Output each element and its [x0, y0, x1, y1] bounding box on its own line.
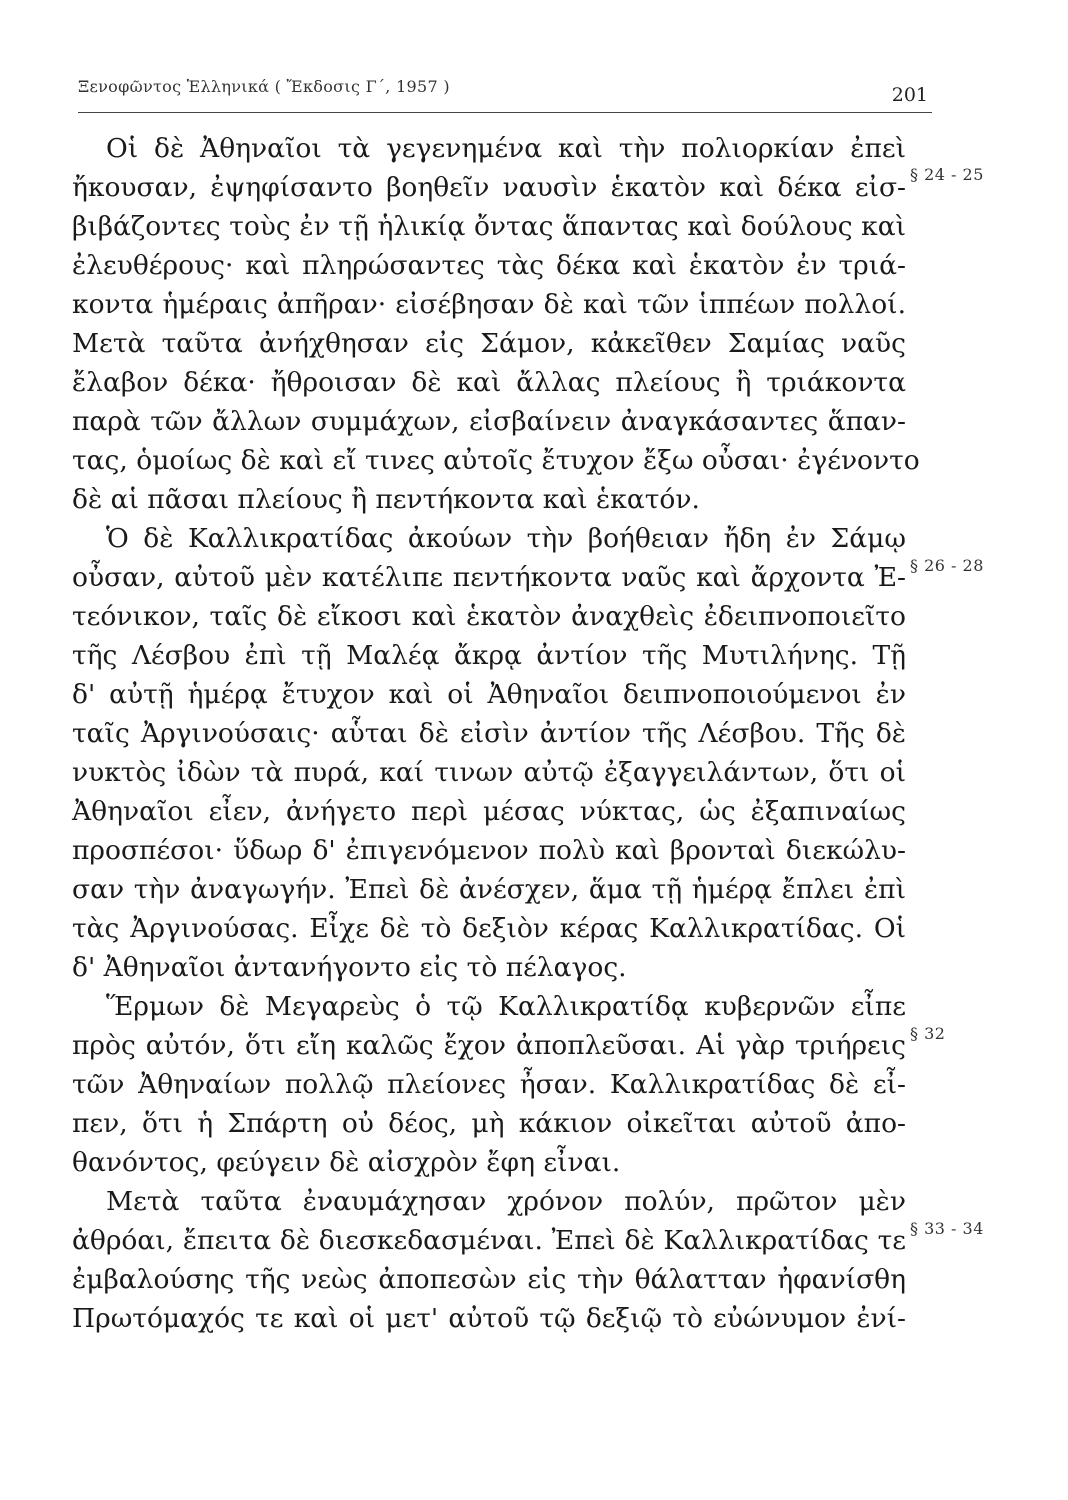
text-line: προσπέσοι· ὕδωρ δ' ἐπιγενόμενον πολὺ καὶ βρονταὶ διεκώλυ-	[72, 835, 906, 866]
text-line: τας, ὁμοίως δὲ καὶ εἴ τινες αὐτοῖς ἔτυχον ἔξω οὖσαι· ἐγένοντο	[72, 445, 920, 476]
text-line: ἔλαβον δέκα· ἤθροισαν δὲ καὶ ἄλλας πλείους ἢ τριάκοντα	[72, 367, 906, 398]
text-line: τῆς Λέσβου ἐπὶ τῇ Μαλέᾳ ἄκρᾳ ἀντίον τῆς Μυτιλήνης. Τῇ	[72, 640, 906, 671]
text-line: Ἕρμων δὲ Μεγαρεὺς ὁ τῷ Καλλικρατίδᾳ κυβερνῶν εἶπε	[106, 991, 906, 1022]
text-line: δ' Ἀθηναῖοι ἀντανήγοντο εἰς τὸ πέλαγος.	[72, 952, 627, 983]
text-line: νυκτὸς ἰδὼν τὰ πυρά, καί τινων αὐτῷ ἐξαγγειλάντων, ὅτι οἱ	[72, 757, 906, 788]
text-line: Πρωτόμαχός τε καὶ οἱ μετ' αὐτοῦ τῷ δεξιῷ τὸ εὐώνυμον ἐνί-	[72, 1303, 906, 1334]
text-line: Οἱ δὲ Ἀθηναῖοι τὰ γεγενημένα καὶ τὴν πολιορκίαν ἐπεὶ	[106, 133, 906, 164]
text-line: παρὰ τῶν ἄλλων συμμάχων, εἰσβαίνειν ἀναγκάσαντες ἅπαν-	[72, 406, 906, 437]
text-line: Μετὰ ταῦτα ἀνήχθησαν εἰς Σάμον, κἀκεῖθεν Σαμίας ναῦς	[72, 328, 906, 359]
running-head: Ξενοφῶντος Ἑλληνικά ( Ἔκδοσις Γ΄, 1957 )	[78, 77, 450, 96]
section-reference: § 26 - 28	[910, 556, 984, 575]
text-line: δ' αὐτῇ ἡμέρᾳ ἔτυχον καὶ οἱ Ἀθηναῖοι δειπνοποιούμενοι ἐν	[72, 679, 906, 710]
text-line: τῶν Ἀθηναίων πολλῷ πλείονες ἦσαν. Καλλικρατίδας δὲ εἶ-	[72, 1069, 906, 1100]
text-line: τὰς Ἀργινούσας. Εἶχε δὲ τὸ δεξιὸν κέρας Καλλικρατίδας. Οἱ	[72, 913, 906, 944]
text-line: Ὁ δὲ Καλλικρατίδας ἀκούων τὴν βοήθειαν ἤδη ἐν Σάμῳ	[106, 523, 906, 554]
section-reference: § 32	[910, 1024, 946, 1043]
text-line: τεόνικον, ταῖς δὲ εἴκοσι καὶ ἑκατὸν ἀναχθεὶς ἐδειπνοποιεῖτο	[72, 601, 906, 632]
text-line: οὖσαν, αὐτοῦ μὲν κατέλιπε πεντήκοντα ναῦς καὶ ἄρχοντα Ἐ-	[72, 562, 906, 593]
text-line: ἐμβαλούσης τῆς νεὼς ἀποπεσὼν εἰς τὴν θάλατταν ἠφανίσθη	[72, 1264, 906, 1295]
text-line: ἀθρόαι, ἔπειτα δὲ διεσκεδασμέναι. Ἐπεὶ δὲ Καλλικρατίδας τε	[72, 1225, 906, 1256]
text-line: πεν, ὅτι ἡ Σπάρτη οὐ δέος, μὴ κάκιον οἰκεῖται αὐτοῦ ἀπο-	[72, 1108, 906, 1139]
text-line: κοντα ἡμέραις ἀπῆραν· εἰσέβησαν δὲ καὶ τῶν ἱππέων πολλοί.	[72, 289, 906, 320]
text-line: δὲ αἱ πᾶσαι πλείους ἢ πεντήκοντα καὶ ἑκατόν.	[72, 484, 700, 515]
page-header	[78, 72, 932, 113]
text-line: σαν τὴν ἀναγωγήν. Ἐπεὶ δὲ ἀνέσχεν, ἅμα τῇ ἡμέρᾳ ἔπλει ἐπὶ	[72, 874, 906, 905]
text-line: Ἀθηναῖοι εἶεν, ἀνήγετο περὶ μέσας νύκτας, ὡς ἐξαπιναίως	[72, 796, 906, 827]
text-line: Μετὰ ταῦτα ἐναυμάχησαν χρόνον πολύν, πρῶτον μὲν	[106, 1186, 906, 1217]
text-line: ταῖς Ἀργινούσαις· αὗται δὲ εἰσὶν ἀντίον τῆς Λέσβου. Τῆς δὲ	[72, 718, 906, 749]
text-line: βιβάζοντες τοὺς ἐν τῇ ἡλικίᾳ ὄντας ἅπαντας καὶ δούλους καὶ	[72, 211, 906, 242]
section-reference: § 24 - 25	[910, 165, 984, 184]
text-line: θανόντος, φεύγειν δὲ αἰσχρὸν ἔφη εἶναι.	[72, 1147, 621, 1178]
section-reference: § 33 - 34	[910, 1219, 984, 1238]
text-line: ἐλευθέρους· καὶ πληρώσαντες τὰς δέκα καὶ ἑκατὸν ἐν τριά-	[72, 250, 906, 281]
text-line: ἤκουσαν, ἐψηφίσαντο βοηθεῖν ναυσὶν ἑκατὸν καὶ δέκα εἰσ-	[72, 172, 906, 203]
text-line: πρὸς αὐτόν, ὅτι εἴη καλῶς ἔχον ἀποπλεῦσαι. Αἱ γὰρ τριήρεις	[72, 1030, 906, 1061]
page-number: 201	[891, 84, 928, 106]
